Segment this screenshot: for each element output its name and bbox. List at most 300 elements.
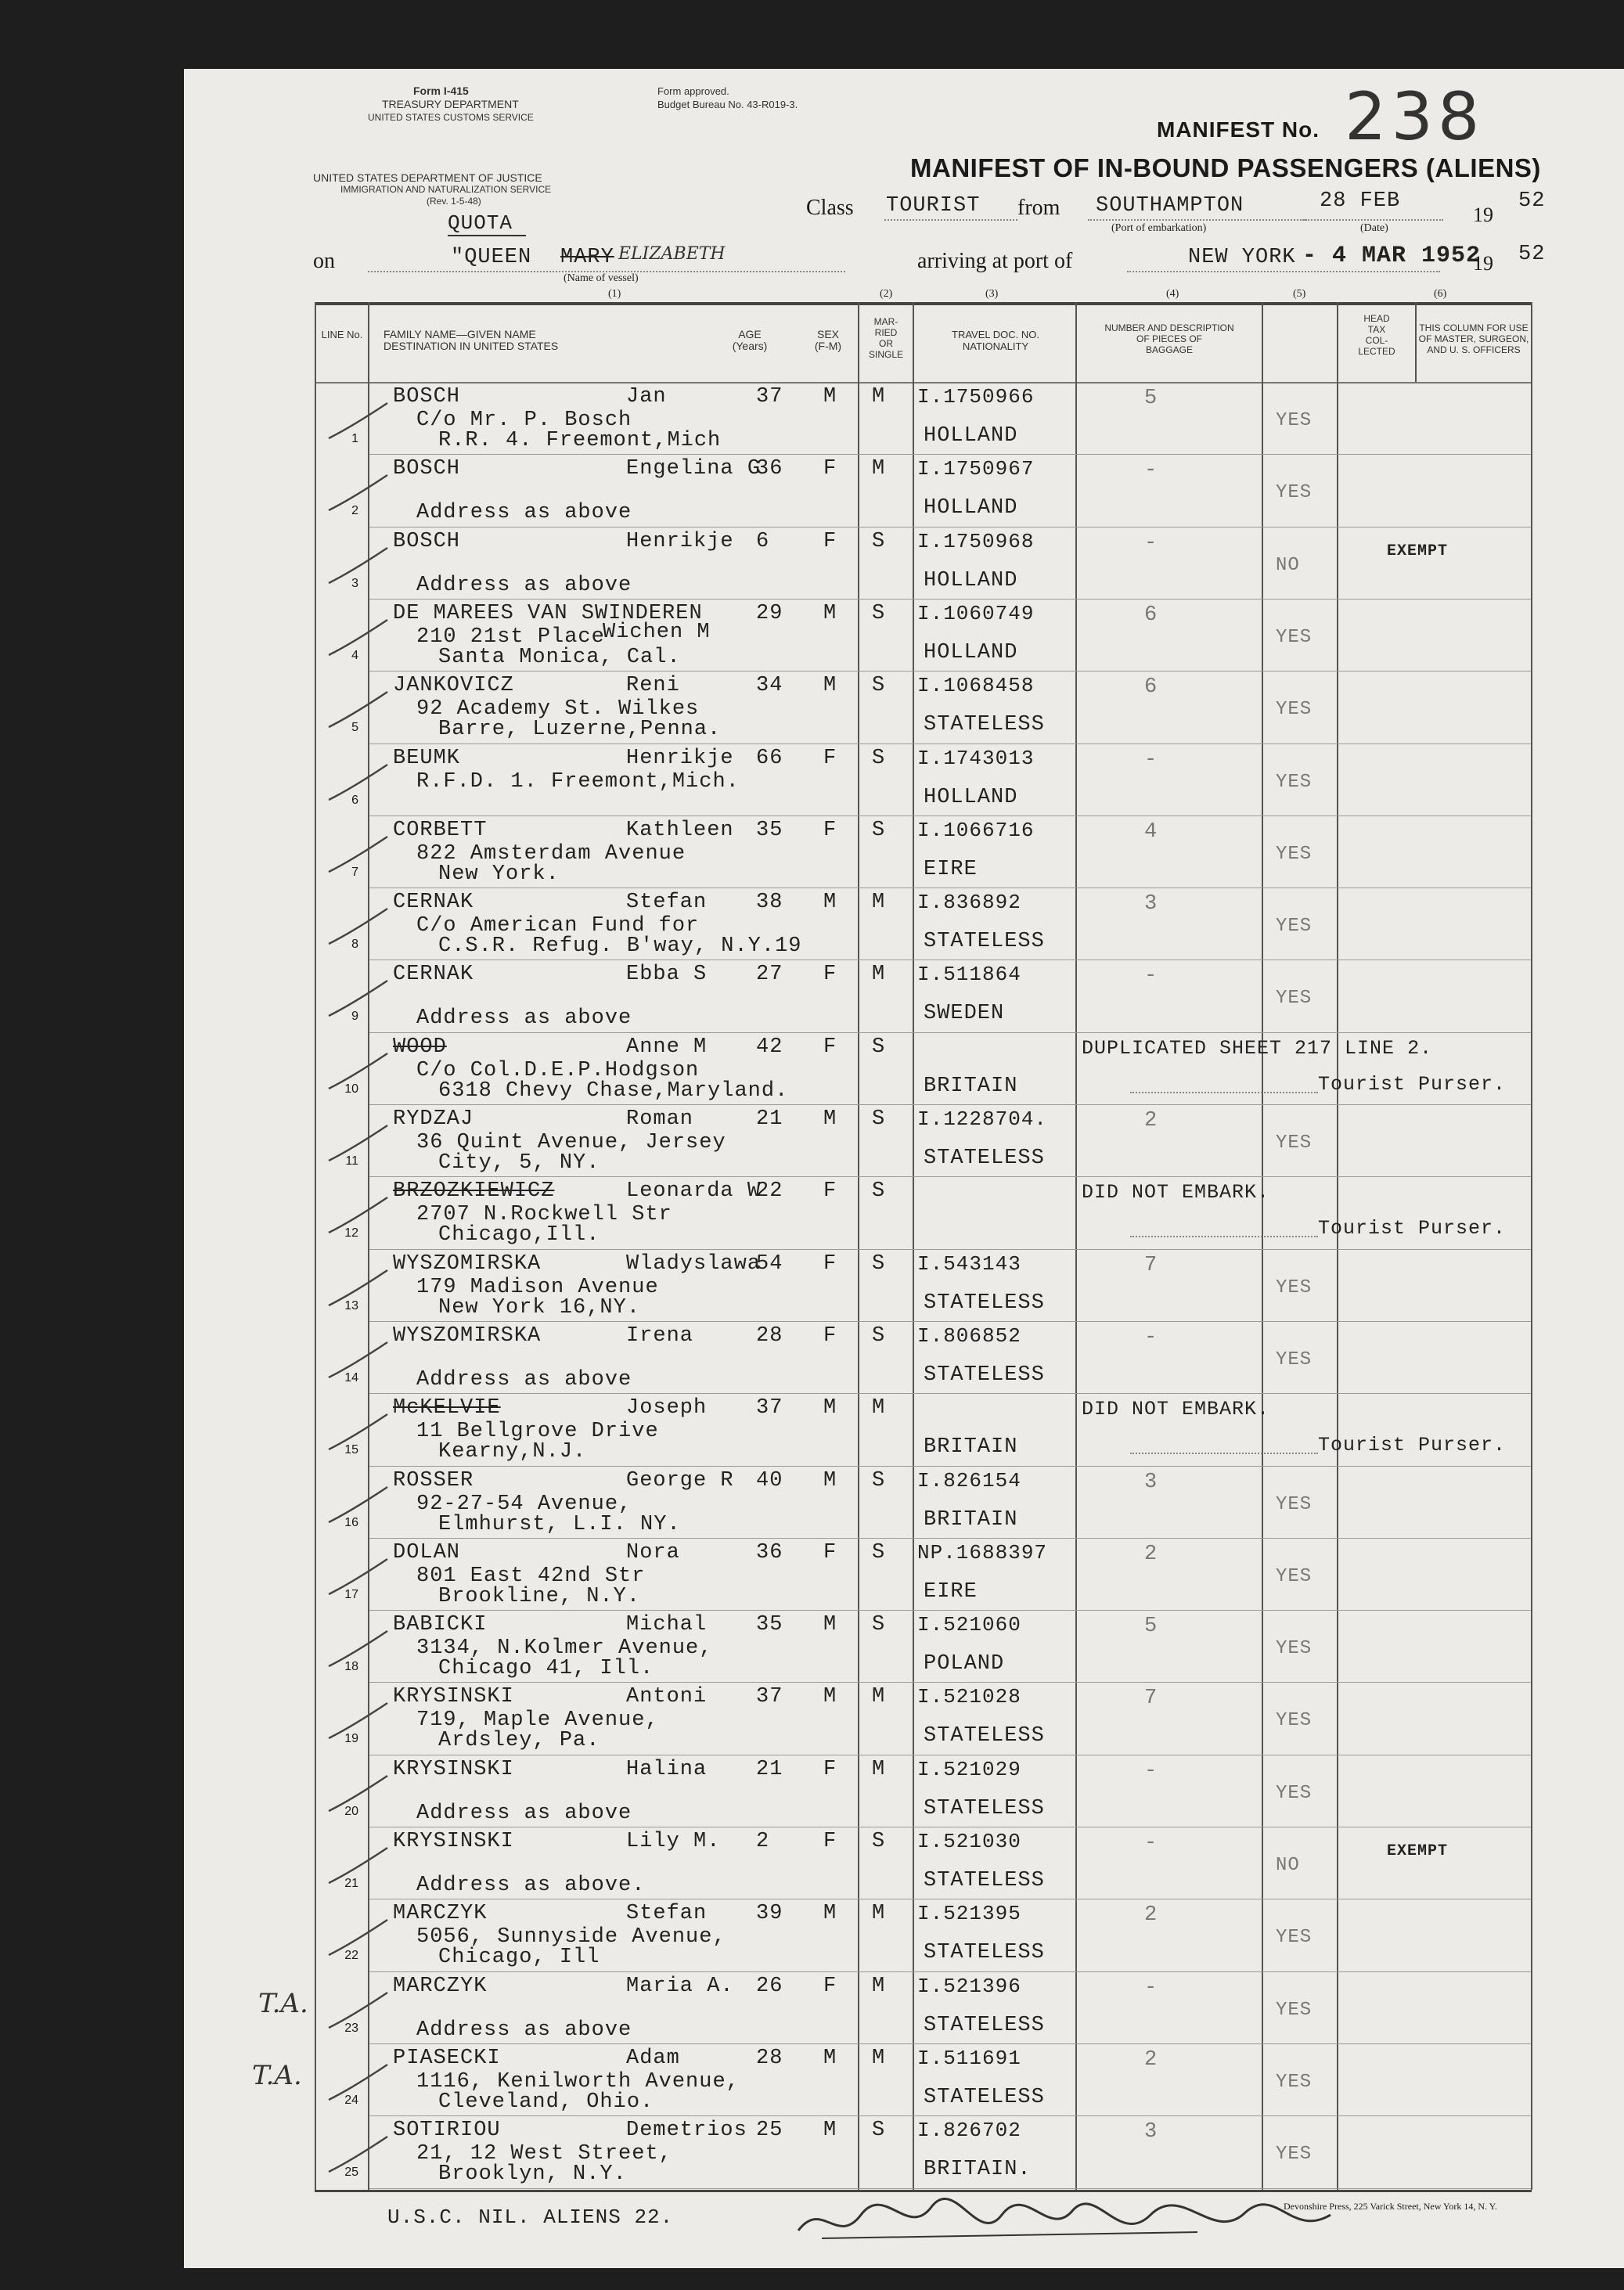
passenger-destination-line-1: C/o Mr. P. Bosch — [416, 409, 632, 432]
class-dots — [884, 219, 1017, 221]
travel-document-number: I.1068458 — [917, 674, 1035, 698]
name-col-rule — [858, 302, 859, 2190]
line-number: 13 — [344, 1298, 358, 1312]
passenger-sex: M — [823, 1396, 837, 1420]
year-suffix: 52 — [1518, 189, 1546, 213]
passenger-destination-line-2: Address as above — [416, 1006, 632, 1031]
passenger-given-name: Lily M. — [626, 1830, 721, 1853]
travel-document-number: I.521029 — [917, 1757, 1021, 1781]
passenger-age: 6 — [756, 529, 770, 553]
passenger-family-name: BOSCH — [393, 457, 461, 481]
baggage-count: 3 — [1144, 1470, 1158, 1494]
passenger-family-name: McKELVIE — [393, 1396, 501, 1420]
on-label: on — [313, 249, 335, 273]
passenger-age: 25 — [756, 2119, 783, 2143]
approved-label: Form approved. — [657, 85, 729, 97]
passenger-marital-status: S — [872, 2119, 886, 2143]
passenger-family-name: WYSZOMIRSKA — [393, 1251, 542, 1276]
manifest-number: 238 — [1345, 78, 1485, 155]
passenger-given-name: Ebba S — [626, 963, 708, 987]
line-number: 8 — [351, 938, 358, 952]
baggage-count: 5 — [1144, 1615, 1158, 1639]
tick-mark-icon — [321, 977, 391, 1024]
passenger-age: 27 — [756, 963, 783, 987]
row-separator — [369, 1104, 1531, 1105]
baggage-count: 6 — [1144, 675, 1158, 700]
baggage-count: - — [1144, 1975, 1158, 2000]
col-number-5: (5) — [1293, 288, 1306, 300]
tick-mark-icon — [321, 1194, 391, 1240]
passenger-age: 2 — [756, 1830, 770, 1853]
line-number: 23 — [344, 2021, 358, 2035]
passenger-age: 37 — [756, 1396, 783, 1420]
ins-label: IMMIGRATION AND NATURALIZATION SERVICE — [340, 184, 552, 195]
passenger-destination-line-2: New York. — [438, 862, 560, 886]
tick-mark-icon — [321, 1989, 391, 2036]
tick-mark-icon — [321, 833, 391, 880]
col-number-2: (2) — [880, 288, 893, 300]
passenger-marital-status: M — [872, 891, 886, 915]
tick-mark-icon — [321, 2133, 391, 2180]
passenger-family-name: KRYSINSKI — [393, 1685, 514, 1709]
passenger-sex: M — [823, 1613, 837, 1637]
passenger-sex: F — [823, 1323, 837, 1348]
line-number: 11 — [345, 1154, 358, 1168]
passenger-given-name: Engelina G — [626, 457, 762, 481]
passenger-family-name: SOTIRIOU — [393, 2119, 501, 2143]
passenger-family-name: CERNAK — [393, 963, 474, 987]
passenger-family-name: MARCZYK — [393, 1974, 488, 1998]
passenger-family-name: WOOD — [393, 1035, 447, 1059]
baggage-count: - — [1144, 1325, 1158, 1349]
row-separator — [369, 1321, 1531, 1322]
line-number: 14 — [344, 1370, 358, 1384]
purser-signature-label: Tourist Purser. — [1318, 1072, 1507, 1096]
head-tax-collected: NO — [1276, 1855, 1300, 1876]
row-separator — [369, 1032, 1531, 1033]
row-separator — [369, 671, 1531, 672]
passenger-destination-line-2: Brookline, N.Y. — [438, 1584, 641, 1608]
passenger-nationality: BRITAIN — [924, 1507, 1018, 1532]
passenger-nationality: BRITAIN. — [924, 2158, 1032, 2182]
class-label: Class — [806, 196, 854, 220]
passenger-marital-status: S — [872, 1251, 886, 1276]
passenger-given-name: Halina — [626, 1757, 708, 1781]
passenger-given-name: Jan — [626, 385, 667, 409]
passenger-nationality: HOLLAND — [924, 496, 1018, 520]
head-tax-collected: YES — [1276, 1132, 1313, 1154]
header-bottom-rule — [315, 382, 1532, 383]
passenger-destination-line-1: C/o American Fund for — [416, 914, 700, 938]
passenger-nationality: SWEDEN — [924, 1002, 1005, 1026]
passenger-marital-status: S — [872, 746, 886, 770]
purser-annotation: DUPLICATED SHEET 217 LINE 2. — [1082, 1036, 1433, 1060]
col-number-1: (1) — [608, 288, 621, 300]
head-tax-collected: YES — [1276, 1348, 1313, 1370]
printer-imprint: Devonshire Press, 225 Varick Street, New York 14, N. Y. — [1284, 2201, 1497, 2212]
passenger-destination-line-1: 719, Maple Avenue, — [416, 1708, 659, 1733]
footer-usc-note: U.S.C. NIL. ALIENS 22. — [387, 2205, 674, 2229]
row-separator — [369, 1176, 1531, 1177]
year-prefix-2: 19 — [1473, 252, 1493, 275]
passenger-age: 37 — [756, 1685, 783, 1709]
head-tax-collected: YES — [1276, 1565, 1313, 1587]
baggage-count: 2 — [1144, 1109, 1158, 1132]
passenger-marital-status: M — [872, 1685, 886, 1709]
passenger-destination-line-1: 1116, Kenilworth Avenue, — [416, 2069, 740, 2094]
from-value: SOUTHAMPTON — [1096, 194, 1244, 218]
passenger-age: 39 — [756, 1902, 783, 1926]
travel-document-number: I.521395 — [917, 1902, 1021, 1926]
passenger-destination-line-2: Address as above — [416, 501, 632, 525]
tick-mark-icon — [321, 471, 391, 518]
passenger-family-name: BEUMK — [393, 746, 461, 770]
passenger-destination-line-2: Ardsley, Pa. — [438, 1729, 600, 1753]
passenger-given-name: Henrikje — [626, 746, 734, 770]
baggage-count: - — [1144, 747, 1158, 772]
travel-document-number: I.521030 — [917, 1830, 1021, 1853]
travel-document-number: I.1750966 — [917, 385, 1035, 409]
travel-document-number: NP.1688397 — [917, 1540, 1048, 1564]
passenger-given-name: Leonarda W — [626, 1179, 762, 1204]
baggage-count: 3 — [1144, 2120, 1158, 2144]
passenger-destination-line-2: Chicago, Ill — [438, 1946, 600, 1970]
baggage-count: - — [1144, 964, 1158, 988]
passenger-nationality: EIRE — [924, 1579, 978, 1604]
line-number: 5 — [351, 721, 358, 735]
passenger-nationality: POLAND — [924, 1652, 1005, 1676]
vessel-name-struck: MARY — [560, 246, 614, 269]
passenger-given-name: Stefan — [626, 1902, 708, 1926]
line-number: 21 — [344, 1877, 358, 1890]
passenger-given-name: Kathleen — [626, 818, 734, 842]
tick-mark-icon — [321, 1050, 391, 1096]
headtax-col-rule — [1337, 302, 1338, 2190]
passenger-sex: M — [823, 1685, 837, 1709]
line-number: 15 — [344, 1443, 358, 1457]
line-number: 24 — [344, 2093, 358, 2107]
passenger-nationality: HOLLAND — [924, 424, 1018, 448]
passenger-nationality: HOLLAND — [924, 785, 1018, 809]
passenger-sex: F — [823, 818, 837, 842]
passenger-marital-status: M — [872, 385, 886, 409]
passenger-destination-line-1: 5056, Sunnyside Avenue, — [416, 1925, 726, 1950]
line-number: 19 — [344, 1732, 358, 1746]
head-tax-collected: YES — [1276, 410, 1313, 431]
tick-mark-icon — [321, 1844, 391, 1891]
travel-document-number: I.1743013 — [917, 746, 1035, 770]
form-number: Form I-415 — [413, 85, 469, 97]
from-label: from — [1017, 196, 1060, 220]
passenger-marital-status: S — [872, 1179, 886, 1204]
tick-mark-icon — [321, 1410, 391, 1457]
arrival-port: NEW YORK — [1188, 246, 1296, 269]
travel-document-number: I.1060749 — [917, 601, 1035, 625]
passenger-sex: M — [823, 891, 837, 915]
col-number-3: (3) — [985, 288, 999, 300]
passenger-age: 28 — [756, 2046, 783, 2070]
passenger-destination-line-2: Brooklyn, N.Y. — [438, 2162, 627, 2187]
treasury-label: TREASURY DEPARTMENT — [382, 98, 519, 110]
passenger-destination-line-2: Chicago 41, Ill. — [438, 1657, 654, 1681]
row-separator — [369, 1393, 1531, 1394]
passenger-given-name: Nora — [626, 1540, 680, 1564]
departure-date: 28 FEB — [1320, 189, 1401, 213]
passenger-sex: F — [823, 963, 837, 987]
purser-signature-label: Tourist Purser. — [1318, 1217, 1507, 1240]
passenger-nationality: STATELESS — [924, 1796, 1045, 1820]
line-number: 3 — [351, 576, 358, 590]
passenger-marital-status: S — [872, 818, 886, 842]
passenger-family-name: MARCZYK — [393, 1902, 488, 1926]
passenger-sex: F — [823, 1035, 837, 1059]
baggage-count: 4 — [1144, 819, 1158, 844]
passenger-nationality: STATELESS — [924, 2013, 1045, 2037]
passenger-given-name: Irena — [626, 1323, 694, 1348]
passenger-destination-line-1: 36 Quint Avenue, Jersey — [416, 1131, 726, 1154]
travel-document-number: I.1750967 — [917, 457, 1035, 481]
row-separator — [369, 1249, 1531, 1250]
line-number: 10 — [344, 1082, 358, 1096]
passenger-age: 29 — [756, 601, 783, 625]
passenger-marital-status: M — [872, 1902, 886, 1926]
justice-block — [313, 172, 551, 207]
passenger-age: 26 — [756, 1974, 783, 1998]
tick-mark-icon — [321, 1338, 391, 1385]
head-tax-collected: YES — [1276, 699, 1313, 721]
margin-note-ta: T.A. — [258, 1988, 308, 2019]
header-married: MAR- RIED OR SINGLE — [868, 316, 903, 360]
budget-label: Budget Bureau No. 43-R019-3. — [657, 99, 798, 110]
passenger-destination-line-2: Address as above — [416, 2018, 632, 2042]
passenger-sex: F — [823, 529, 837, 553]
travel-document-number: I.1228704. — [917, 1107, 1048, 1131]
line-number: 7 — [351, 865, 358, 879]
col-number-4: (4) — [1166, 288, 1179, 300]
passenger-destination-line-2: Chicago,Ill. — [438, 1223, 600, 1248]
head-tax-collected: YES — [1276, 2144, 1313, 2166]
year-suffix-2: 52 — [1518, 243, 1546, 266]
baggage-col-rule — [1262, 302, 1263, 2190]
passenger-given-name: Adam — [626, 2046, 680, 2070]
passenger-destination-line-2: Address as above — [416, 1367, 632, 1392]
passenger-sex: F — [823, 1251, 837, 1276]
header-line-no: LINE No. — [321, 329, 363, 340]
purser-signature-label: Tourist Purser. — [1318, 1434, 1507, 1457]
port-dots — [1127, 271, 1440, 272]
passenger-family-name: DOLAN — [393, 1540, 461, 1564]
passenger-marital-status: S — [872, 529, 886, 553]
passenger-sex: F — [823, 746, 837, 770]
travel-col-rule — [1075, 302, 1077, 2190]
passenger-marital-status: M — [872, 457, 886, 481]
vessel-caption: (Name of vessel) — [564, 272, 639, 284]
row-separator — [369, 2043, 1531, 2044]
passenger-sex: M — [823, 601, 837, 625]
baggage-count: - — [1144, 531, 1158, 555]
passenger-family-name: KRYSINSKI — [393, 1830, 514, 1853]
passenger-sex: F — [823, 457, 837, 481]
table-right-rule — [1531, 302, 1532, 2190]
passenger-destination-line-1: C/o Col.D.E.P.Hodgson — [416, 1058, 700, 1082]
header-age: AGE (Years) — [732, 328, 768, 352]
baggage-count: 2 — [1144, 1542, 1158, 1566]
head-tax-collected: YES — [1276, 771, 1313, 793]
arrival-date-stamp: - 4 MAR 1952 — [1302, 243, 1482, 269]
passenger-age: 66 — [756, 746, 783, 770]
tick-mark-icon — [321, 761, 391, 808]
line-number: 17 — [344, 1587, 358, 1601]
passenger-destination-line-1: 92-27-54 Avenue, — [416, 1492, 632, 1516]
head-tax-collected: YES — [1276, 916, 1313, 938]
passenger-marital-status: S — [872, 1468, 886, 1492]
passenger-destination-line-1: 801 East 42nd Str — [416, 1564, 646, 1588]
passenger-destination-line-2: R.R. 4. Freemont,Mich — [438, 429, 722, 452]
tick-mark-icon — [321, 1122, 391, 1168]
passenger-marital-status: S — [872, 674, 886, 698]
tick-mark-icon — [321, 544, 391, 591]
baggage-count: 7 — [1144, 1253, 1158, 1277]
baggage-count: 2 — [1144, 1903, 1158, 1928]
passenger-nationality: STATELESS — [924, 1147, 1045, 1170]
passenger-nationality: EIRE — [924, 857, 978, 881]
passenger-nationality: STATELESS — [924, 713, 1045, 737]
travel-document-number: I.543143 — [917, 1251, 1021, 1276]
passenger-sex: M — [823, 1902, 837, 1926]
tick-mark-icon — [321, 399, 391, 446]
purser-dots — [1130, 1453, 1318, 1454]
date-caption: (Date) — [1360, 222, 1388, 234]
passenger-family-name: BOSCH — [393, 385, 461, 409]
passenger-age: 21 — [756, 1757, 783, 1781]
passenger-destination-line-2: Santa Monica, Cal. — [438, 645, 681, 669]
tick-mark-icon — [321, 1483, 391, 1530]
passenger-destination-line-2: 6318 Chevy Chase,Maryland. — [438, 1078, 789, 1103]
passenger-nationality: STATELESS — [924, 2085, 1045, 2109]
passenger-destination-line-1: 179 Madison Avenue — [416, 1275, 659, 1299]
baggage-count: 3 — [1144, 892, 1158, 916]
tick-mark-icon — [321, 1772, 391, 1819]
col-number-6: (6) — [1434, 288, 1447, 300]
baggage-count: 2 — [1144, 2047, 1158, 2072]
line-number: 22 — [344, 1949, 358, 1963]
passenger-age: 22 — [756, 1179, 783, 1204]
passenger-family-name: CERNAK — [393, 891, 474, 915]
passenger-given-name: Wladyslawa — [626, 1251, 762, 1276]
passenger-age: 40 — [756, 1468, 783, 1492]
row-separator — [369, 1466, 1531, 1467]
tick-mark-icon — [321, 905, 391, 952]
inspector-signature — [790, 2184, 1338, 2254]
head-tax-collected: YES — [1276, 482, 1313, 504]
date-dots — [1302, 219, 1443, 221]
passenger-destination-line-1: 3134, N.Kolmer Avenue, — [416, 1636, 713, 1661]
row-separator — [369, 1971, 1531, 1972]
passenger-age: 36 — [756, 457, 783, 481]
header-sex: SEX (F-M) — [814, 328, 842, 352]
header-headtax: HEAD TAX COL- LECTED — [1358, 313, 1395, 357]
passenger-age: 21 — [756, 1107, 783, 1131]
head-tax-collected: YES — [1276, 1638, 1313, 1660]
passenger-sex: M — [823, 1468, 837, 1492]
passenger-sex: M — [823, 2046, 837, 2070]
baggage-count: 7 — [1144, 1687, 1158, 1711]
customs-label: UNITED STATES CUSTOMS SERVICE — [368, 112, 534, 123]
head-tax-collected: YES — [1276, 1782, 1313, 1804]
header-baggage: NUMBER AND DESCRIPTION OF PIECES OF BAGGAGE — [1104, 322, 1234, 355]
passenger-destination-line-1: 822 Amsterdam Avenue — [416, 841, 686, 866]
passenger-destination-line-1: R.F.D. 1. Freemont,Mich. — [416, 769, 740, 794]
passenger-destination-line-2: Kearny,N.J. — [438, 1440, 587, 1464]
passenger-family-name: WYSZOMIRSKA — [393, 1323, 542, 1348]
form-number-block — [368, 85, 534, 124]
passenger-marital-status: S — [872, 1107, 886, 1131]
head-tax-collected: YES — [1276, 1999, 1313, 2021]
passenger-sex: M — [823, 1107, 837, 1131]
passenger-given-name: Michal — [626, 1613, 708, 1637]
passenger-nationality: STATELESS — [924, 1941, 1045, 1965]
passenger-given-name: Anne M — [626, 1035, 708, 1059]
passenger-age: 35 — [756, 818, 783, 842]
passenger-destination-line-2: Address as above — [416, 1801, 632, 1825]
arriving-label: arriving at port of — [917, 249, 1073, 273]
passenger-age: 34 — [756, 674, 783, 698]
travel-document-number: I.806852 — [917, 1323, 1021, 1348]
passenger-family-name: JANKOVICZ — [393, 674, 514, 698]
passenger-given-name: Demetrios — [626, 2119, 747, 2143]
manifest-no-label: MANIFEST No. — [1157, 117, 1320, 142]
passenger-age: 54 — [756, 1251, 783, 1276]
passenger-marital-status: M — [872, 2046, 886, 2070]
vessel-handwritten: ELIZABETH — [618, 244, 726, 264]
passenger-destination-line-1: 21, 12 West Street, — [416, 2142, 672, 2166]
passenger-marital-status: M — [872, 963, 886, 987]
passenger-destination-line-2: C.S.R. Refug. B'way, N.Y.19 — [438, 934, 802, 959]
row-separator — [369, 1538, 1531, 1539]
travel-document-number: I.1066716 — [917, 818, 1035, 842]
exempt-note: EXEMPT — [1387, 542, 1449, 560]
passenger-nationality: STATELESS — [924, 1869, 1045, 1892]
passenger-family-name: CORBETT — [393, 818, 488, 842]
passenger-family-name: DE MAREES VAN SWINDEREN — [393, 601, 703, 625]
line-number: 25 — [344, 2166, 358, 2180]
header-name: FAMILY NAME—GIVEN NAME DESTINATION IN UNITED STATES — [383, 328, 559, 352]
travel-document-number: I.826154 — [917, 1468, 1021, 1492]
head-tax-collected: NO — [1276, 554, 1300, 576]
passenger-given-name: Reni — [626, 674, 680, 698]
passenger-marital-status: M — [872, 1974, 886, 1998]
line-number: 9 — [351, 1010, 358, 1024]
line-number: 20 — [344, 1804, 358, 1818]
tick-mark-icon — [321, 1627, 391, 1674]
passenger-sex: M — [823, 674, 837, 698]
purser-annotation: DID NOT EMBARK. — [1082, 1398, 1270, 1421]
passenger-nationality: STATELESS — [924, 1363, 1045, 1387]
passenger-nationality: STATELESS — [924, 1291, 1045, 1315]
married-col-rule — [913, 302, 914, 2190]
year-prefix: 19 — [1473, 203, 1493, 226]
port-caption: (Port of embarkation) — [1111, 222, 1207, 234]
passenger-destination-line-2: Cleveland, Ohio. — [438, 2090, 654, 2114]
passenger-destination-line-1: 2707 N.Rockwell Str — [416, 1203, 672, 1227]
passenger-nationality: STATELESS — [924, 1724, 1045, 1748]
tick-mark-icon — [321, 688, 391, 735]
row-separator — [369, 454, 1531, 455]
passenger-family-name: ROSSER — [393, 1468, 474, 1492]
passenger-marital-status: M — [872, 1396, 886, 1420]
passenger-given-name: Roman — [626, 1107, 694, 1131]
passenger-nationality: STATELESS — [924, 930, 1045, 954]
